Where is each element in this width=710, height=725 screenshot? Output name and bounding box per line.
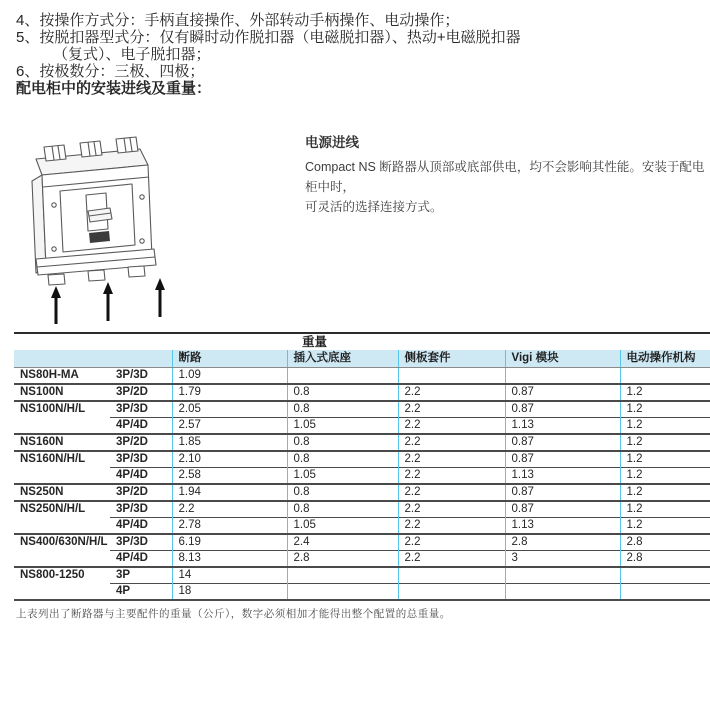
circuit-breaker-drawing	[12, 129, 190, 326]
plugin-base-weight-cell: 0.8	[287, 501, 398, 518]
motor-weight-cell: 1.2	[620, 518, 710, 535]
model-cell: NS160N/H/L	[14, 451, 110, 468]
table-row	[14, 551, 710, 568]
vigi-weight-cell: 3	[505, 551, 620, 568]
side-plate-weight-cell: 2.2	[398, 434, 505, 451]
table-row	[14, 534, 710, 551]
poles-cell: 3P/3D	[110, 534, 172, 551]
plugin-base-weight-cell: 0.8	[287, 434, 398, 451]
plugin-base-weight-cell: 1.05	[287, 468, 398, 485]
table-row	[14, 584, 710, 601]
model-cell: NS160N	[14, 434, 110, 451]
vigi-weight-cell: 0.87	[505, 451, 620, 468]
vigi-weight-cell	[505, 368, 620, 385]
side-plate-weight-cell: 2.2	[398, 401, 505, 418]
table-header-row	[14, 350, 710, 368]
power-inlet-line2: 可灵活的选择连接方式。	[305, 200, 443, 214]
plugin-base-weight-cell: 0.8	[287, 451, 398, 468]
motor-weight-cell: 1.2	[620, 434, 710, 451]
motor-weight-cell: 1.2	[620, 501, 710, 518]
header-poles	[110, 350, 172, 368]
plugin-base-weight-cell: 0.8	[287, 484, 398, 501]
header-model	[14, 350, 110, 368]
side-plate-weight-cell: 2.2	[398, 451, 505, 468]
poles-cell: 3P/3D	[110, 501, 172, 518]
plugin-base-weight-cell: 1.05	[287, 518, 398, 535]
header-plugin-base: 插入式底座	[287, 350, 398, 368]
poles-cell: 4P/4D	[110, 518, 172, 535]
side-plate-weight-cell: 2.2	[398, 551, 505, 568]
breaker-weight-cell: 2.05	[172, 401, 287, 418]
table-row	[14, 451, 710, 468]
model-cell	[14, 518, 110, 535]
header-motor-mechanism: 电动操作机构	[620, 350, 710, 368]
poles-cell: 4P	[110, 584, 172, 601]
power-inlet-title: 电源进线	[305, 135, 359, 150]
vigi-weight-cell: 0.87	[505, 484, 620, 501]
vigi-weight-cell: 1.13	[505, 468, 620, 485]
model-cell: NS800-1250	[14, 567, 110, 584]
section-heading: 配电柜中的安装进线及重量：	[16, 80, 212, 97]
header-side-plate-kit: 侧板套件	[398, 350, 505, 368]
plugin-base-weight-cell: 0.8	[287, 384, 398, 401]
breaker-weight-cell: 2.58	[172, 468, 287, 485]
vigi-weight-cell: 0.87	[505, 384, 620, 401]
poles-cell: 3P/3D	[110, 401, 172, 418]
poles-cell: 3P/3D	[110, 451, 172, 468]
table-row	[14, 368, 710, 385]
side-plate-weight-cell: 2.2	[398, 468, 505, 485]
plugin-base-weight-cell	[287, 368, 398, 385]
motor-weight-cell: 1.2	[620, 484, 710, 501]
motor-weight-cell: 1.2	[620, 468, 710, 485]
motor-weight-cell: 1.2	[620, 401, 710, 418]
breaker-weight-cell: 2.10	[172, 451, 287, 468]
breaker-weight-cell: 1.09	[172, 368, 287, 385]
side-plate-weight-cell: 2.2	[398, 501, 505, 518]
power-inlet-text	[305, 157, 705, 217]
power-inlet-line1: Compact NS 断路器从顶部或底部供电，均不会影响其性能。安装于配电柜中时，	[305, 160, 705, 194]
model-cell: NS100N/H/L	[14, 401, 110, 418]
plugin-base-weight-cell	[287, 584, 398, 601]
side-plate-weight-cell: 2.2	[398, 384, 505, 401]
poles-cell: 4P/4D	[110, 418, 172, 435]
side-plate-weight-cell	[398, 567, 505, 584]
plugin-base-weight-cell: 2.4	[287, 534, 398, 551]
model-cell: NS250N	[14, 484, 110, 501]
table-row	[14, 468, 710, 485]
poles-cell: 3P/2D	[110, 384, 172, 401]
side-plate-weight-cell	[398, 584, 505, 601]
plugin-base-weight-cell: 0.8	[287, 401, 398, 418]
side-plate-weight-cell: 2.2	[398, 534, 505, 551]
list-item-5: 5、按脱扣器型式分：仅有瞬时动作脱扣器（电磁脱扣器）、热动+电磁脱扣器	[16, 29, 521, 46]
breaker-weight-cell: 2.2	[172, 501, 287, 518]
list-item-5-continued: （复式）、电子脱扣器；	[53, 46, 211, 63]
model-cell	[14, 584, 110, 601]
table-footnote: 上表列出了断路器与主要配件的重量（公斤），数字必须相加才能得出整个配置的总重量。	[16, 608, 451, 620]
breaker-weight-cell: 14	[172, 567, 287, 584]
table-row	[14, 501, 710, 518]
vigi-weight-cell	[505, 567, 620, 584]
circuit-breaker-icon	[12, 129, 190, 326]
vigi-weight-cell: 0.87	[505, 501, 620, 518]
poles-cell: 4P/4D	[110, 551, 172, 568]
breaker-weight-cell: 8.13	[172, 551, 287, 568]
motor-weight-cell: 1.2	[620, 418, 710, 435]
table-caption-row	[14, 333, 710, 350]
model-cell	[14, 468, 110, 485]
poles-cell: 3P/2D	[110, 434, 172, 451]
breaker-weight-cell: 1.79	[172, 384, 287, 401]
breaker-weight-cell: 1.85	[172, 434, 287, 451]
breaker-weight-cell: 2.57	[172, 418, 287, 435]
breaker-weight-cell: 2.78	[172, 518, 287, 535]
header-vigi-module: Vigi 模块	[505, 350, 620, 368]
model-cell: NS400/630N/H/L	[14, 534, 110, 551]
list-item-6: 6、按极数分：三极、四极；	[16, 63, 205, 80]
side-plate-weight-cell: 2.2	[398, 418, 505, 435]
vigi-weight-cell: 1.13	[505, 518, 620, 535]
table-row	[14, 434, 710, 451]
motor-weight-cell: 1.2	[620, 384, 710, 401]
figure-row	[0, 129, 710, 330]
model-cell	[14, 551, 110, 568]
vigi-weight-cell	[505, 584, 620, 601]
motor-weight-cell: 2.8	[620, 551, 710, 568]
side-plate-weight-cell: 2.2	[398, 484, 505, 501]
table-row	[14, 518, 710, 535]
header-breaker: 断路	[172, 350, 287, 368]
power-inlet-section	[305, 131, 705, 217]
weight-table	[14, 332, 710, 601]
model-cell	[14, 418, 110, 435]
table-row	[14, 484, 710, 501]
poles-cell: 3P/3D	[116, 369, 148, 381]
classification-list	[0, 0, 710, 97]
motor-weight-cell	[620, 368, 710, 385]
model-cell: NS250N/H/L	[14, 501, 110, 518]
table-caption: 重量	[302, 335, 328, 349]
breaker-weight-cell: 18	[172, 584, 287, 601]
model-cell: NS100N	[14, 384, 110, 401]
poles-cell: 3P	[110, 567, 172, 584]
motor-weight-cell	[620, 584, 710, 601]
vigi-weight-cell: 0.87	[505, 401, 620, 418]
motor-weight-cell: 2.8	[620, 534, 710, 551]
vigi-weight-cell: 0.87	[505, 434, 620, 451]
table-row	[14, 567, 710, 584]
plugin-base-weight-cell: 2.8	[287, 551, 398, 568]
plugin-base-weight-cell	[287, 567, 398, 584]
poles-cell: 4P/4D	[110, 468, 172, 485]
model-cell: NS80H-MA	[20, 369, 79, 381]
poles-cell: 3P/2D	[110, 484, 172, 501]
breaker-weight-cell: 1.94	[172, 484, 287, 501]
motor-weight-cell: 1.2	[620, 451, 710, 468]
vigi-weight-cell: 1.13	[505, 418, 620, 435]
plugin-base-weight-cell: 1.05	[287, 418, 398, 435]
breaker-weight-cell: 6.19	[172, 534, 287, 551]
table-row	[14, 384, 710, 401]
bottom-feed-arrows-icon	[51, 278, 165, 324]
side-plate-weight-cell	[398, 368, 505, 385]
side-plate-weight-cell: 2.2	[398, 518, 505, 535]
vigi-weight-cell: 2.8	[505, 534, 620, 551]
table-row	[14, 401, 710, 418]
table-row	[14, 418, 710, 435]
list-item-4: 4、按操作方式分：手柄直接操作、外部转动手柄操作、电动操作；	[16, 12, 460, 29]
motor-weight-cell	[620, 567, 710, 584]
